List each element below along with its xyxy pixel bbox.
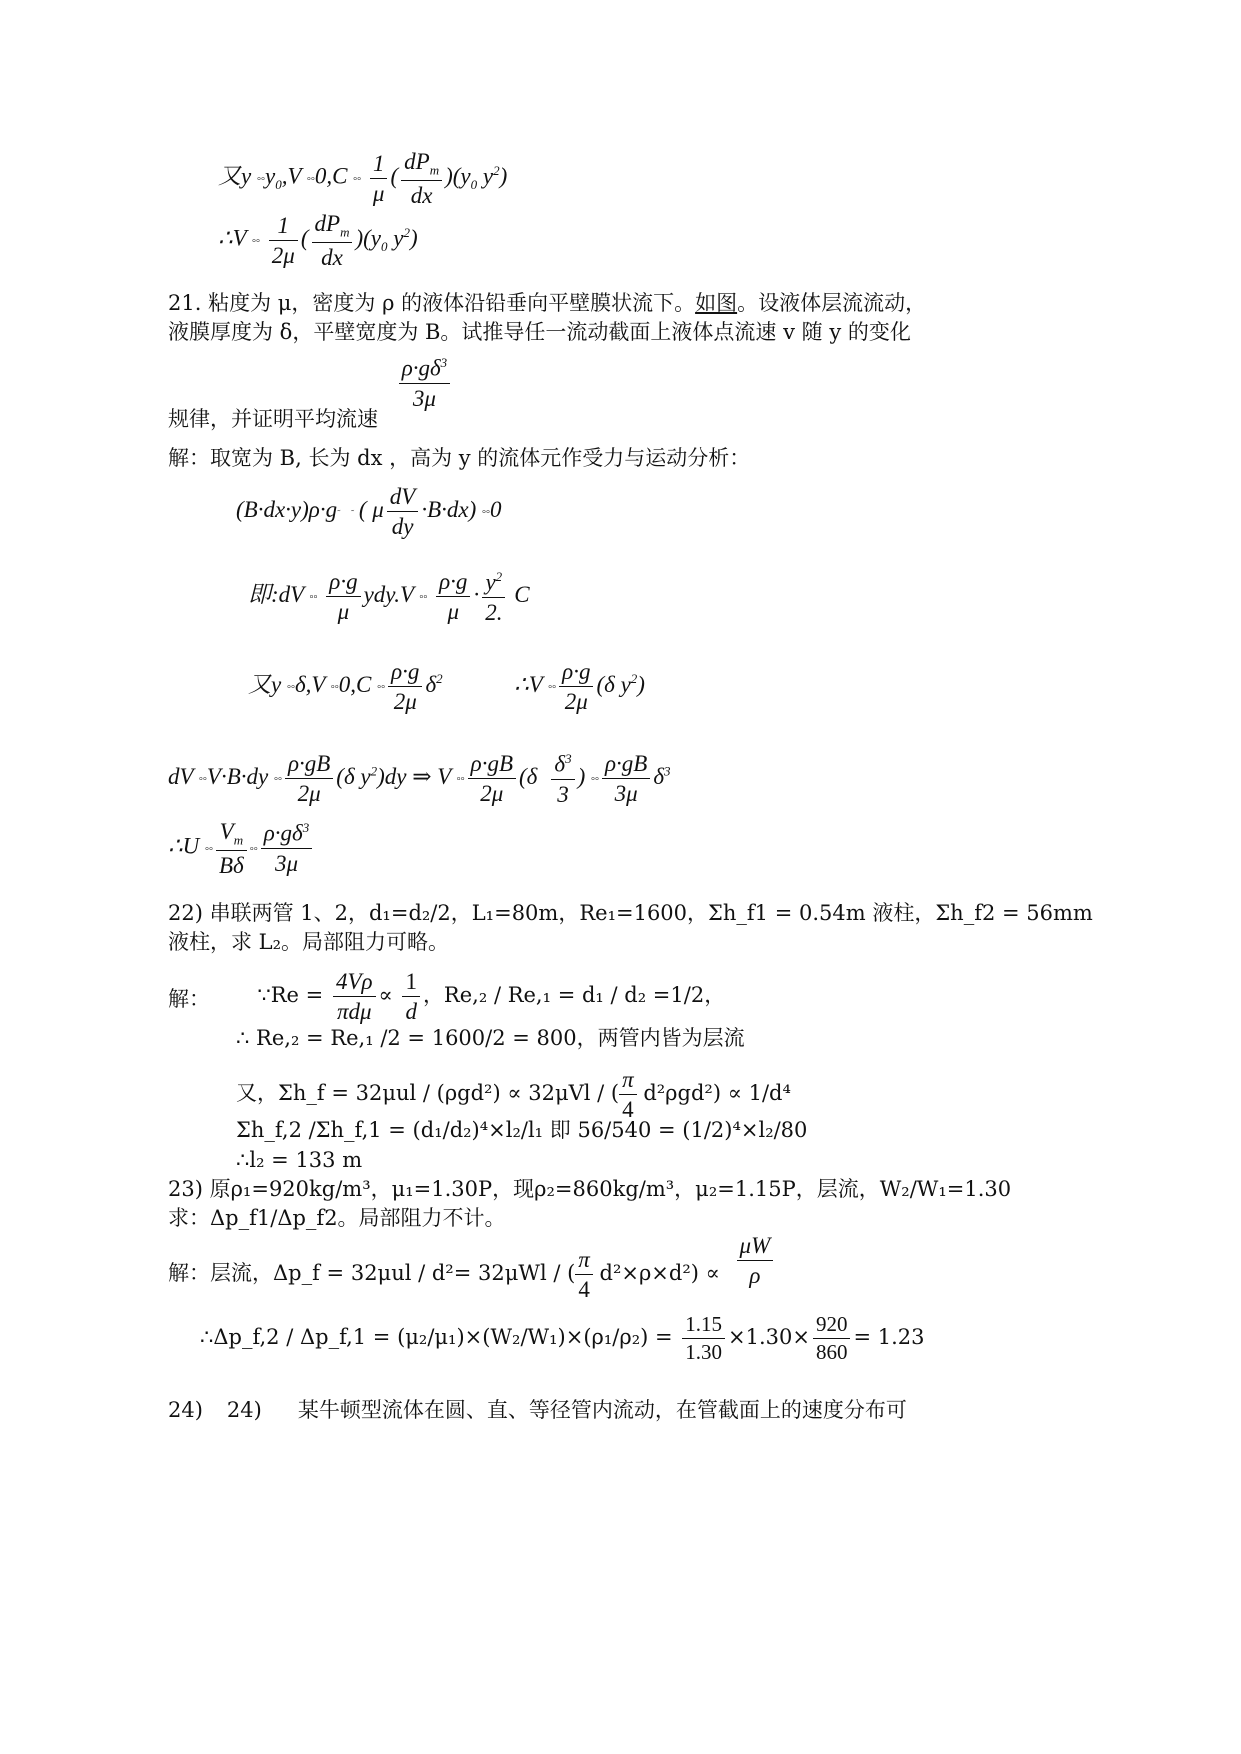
q21-eq1: (B·dx·y)ρ·g˜ ˜ ( μ $\frac{dV}{dy}$ ·B·dx) °°0: [236, 484, 502, 539]
q22-line1: 22) 串联两管 1、2，d₁=d₂/2，L₁=80m，Re₁=1600，Σh_f1 = 0.54m 液柱，Σh_f2 = 56mm: [168, 901, 1093, 925]
q21-line3: 规律，并证明平均流速 $\frac{\rho\cdot g\delta^3}{3\mu}$: [168, 356, 453, 410]
q23-calculation: ∴Δp_f,2 / Δp_f,1 = (μ₂/μ₁)×(W₂/W₁)×(ρ₁/ρ₂) = $\frac{1.15}{1.30}$ ×1.30× $\frac{920}{860}$ = 1.23: [200, 1312, 925, 1364]
q21-eq5: ∴U °° $\frac{V_m}{B\delta}$ °° $\frac{\rho\cdot g\delta^3}{3\mu}$: [168, 820, 315, 877]
q22-re2: ∴ Re,₂ = Re,₁ /2 = 1600/2 = 800，两管内皆为层流: [236, 1026, 745, 1050]
q24-line: 24) 24) 某牛顿型流体在圆、直、等径管内流动，在管截面上的速度分布可: [168, 1398, 907, 1422]
q22-reynolds: 解： ∵Re = $\frac{4V\rho}{\text{πdμ}}$ ∝ $\frac{1}{d}$ ，Re,₂ / Re,₁ = d₁ / d₂ =1/2，: [168, 969, 726, 1024]
q21-solution-title: 解：取宽为 B, 长为 dx ，高为 y 的流体元作受力与运动分析：: [168, 446, 751, 470]
q23-line1: 23) 原ρ₁=920kg/m³，μ₁=1.30P，现ρ₂=860kg/m³，μ₂=1.15P，层流，W₂/W₁=1.30: [168, 1177, 1012, 1201]
q22-line2: 液柱，求 L₂。局部阻力可略。: [168, 930, 450, 954]
equation-top-2: ∴V °° $\frac{1}{2\mu}$ ( $\frac{dP_m}{dx}$ )($y_0$ $y^2$): [218, 211, 418, 270]
figure-link[interactable]: 如图: [695, 291, 738, 315]
q21-eq3: 又y °°δ,V °°0,C °° $\frac{\rho\cdot g}{2\mu}$ $\delta^2$ ∴V °° $\frac{\rho\cdot g}{2\mu}$ (δ $y^2$): [248, 659, 645, 714]
q22-ratio: Σh_f,2 /Σh_f,1 = (d₁/d₂)⁴×l₂/l₁ 即 56/540 = (1/2)⁴×l₂/80: [236, 1118, 808, 1142]
q23-line2: 求：Δp_f1/Δp_f2。局部阻力不计。: [168, 1206, 506, 1230]
avg-velocity-fraction: $\frac{\rho\cdot g\delta^3}{3\mu}$: [399, 356, 450, 410]
q21-line1: 21. 粘度为 μ，密度为 ρ 的液体沿铅垂向平壁膜状流下。如图。设液体层流流动，: [168, 291, 927, 315]
q21-eq4: dV °°V·B·dy °° $\frac{\rho\cdot gB}{2\mu}$ (δ $y^2)dy$ ⇒ V °° $\frac{\rho\cdot gB}{2\mu}$ (δ $\frac{\delta^3}{3}$ ) °° $\frac{\rho\cdot gB}{3\mu}$ $\delta^3$: [168, 751, 671, 807]
equation-top-1: 又y $^\circ^\circ y_0,V$ °°0,C °° $\frac{1}{\mu}$ ( $\frac{dP_m}{dx}$ )($y_0$ $y^2$): [218, 149, 508, 208]
q22-result: ∴l₂ = 133 m: [236, 1148, 363, 1172]
q21-eq2: 即:dV °° $\frac{\rho\cdot g}{\mu}$ ydy.V °° $\frac{\rho\cdot g}{\mu}$ · $\frac{y^2}{2.}$ C: [248, 569, 530, 625]
q21-line2: 液膜厚度为 δ，平壁宽度为 B。试推导任一流动截面上液体点流速 v 随 y 的变化: [168, 320, 911, 344]
q23-solution: 解：层流，Δp_f = 32μul / d²= 32μWl / ( $\frac{\pi}{4}$ d²×ρ×d²) ∝ $\frac{\mu W}{\rho}$: [168, 1248, 776, 1301]
q22-head-loss: 又，Σh_f = 32μul / (ρgd²) ∝ 32μVl / ( $\frac{\pi}{4}$ d²ρgd²) ∝ 1/d⁴: [236, 1067, 791, 1122]
